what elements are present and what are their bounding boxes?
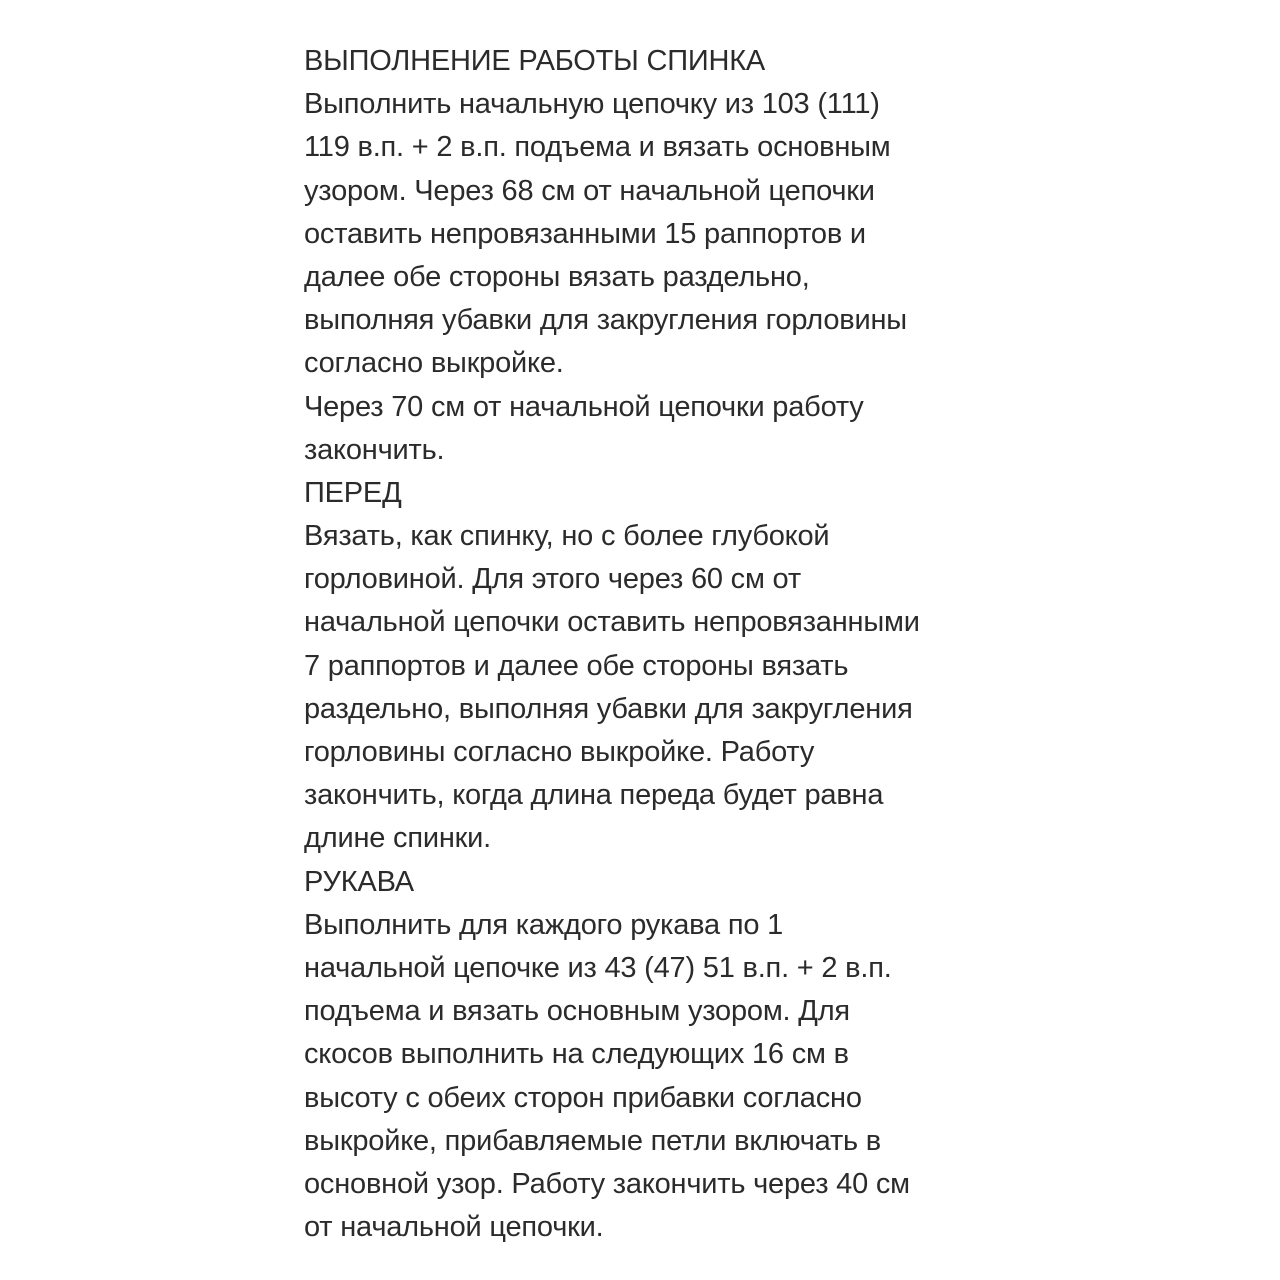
text-line: Выполнить для каждого рукава по 1 (304, 908, 784, 941)
text-line: 119 в.п. + 2 в.п. подъема и вязать основным (304, 131, 891, 164)
text-line: начальной цепочки оставить непровязанными (304, 606, 920, 639)
text-line: согласно выкройке. (304, 347, 564, 380)
text-line: оставить непровязанными 15 раппортов и (304, 217, 866, 250)
text-line: закончить. (304, 433, 445, 466)
text-line: узором. Через 68 см от начальной цепочки (304, 174, 875, 207)
text-line: Вязать, как спинку, но с более глубокой (304, 520, 830, 553)
text-line: начальной цепочке из 43 (47) 51 в.п. + 2 в.п. (304, 951, 892, 984)
text-line: длине спинки. (304, 822, 492, 855)
section-heading-sleeves: РУКАВА (304, 865, 414, 898)
text-line: раздельно, выполняя убавки для закругления (304, 692, 913, 725)
text-line: скосов выполнить на следующих 16 см в (304, 1038, 849, 1071)
instructions-text (304, 40, 1004, 1249)
text-line: высоту с обеих сторон прибавки согласно (304, 1081, 862, 1114)
section-heading-front: ПЕРЕД (304, 476, 402, 509)
text-line: горловиной. Для этого через 60 см от (304, 563, 801, 596)
text-line: далее обе стороны вязать раздельно, (304, 260, 810, 293)
text-line: основной узор. Работу закончить через 40 см (304, 1167, 910, 1200)
text-line: выкройке, прибавляемые петли включать в (304, 1124, 882, 1157)
text-line: выполняя убавки для закругления горловины (304, 304, 907, 337)
text-line: 7 раппортов и далее обе стороны вязать (304, 649, 849, 682)
text-line: Выполнить начальную цепочку из 103 (111) (304, 88, 880, 121)
text-line: подъема и вязать основным узором. Для (304, 995, 850, 1028)
text-line: Через 70 см от начальной цепочки работу (304, 390, 864, 423)
text-line: от начальной цепочки. (304, 1211, 604, 1244)
text-line: горловины согласно выкройке. Работу (304, 736, 815, 768)
text-line: закончить, когда длина переда будет равна (304, 779, 884, 812)
section-heading-back: ВЫПОЛНЕНИЕ РАБОТЫ СПИНКА (304, 45, 766, 77)
